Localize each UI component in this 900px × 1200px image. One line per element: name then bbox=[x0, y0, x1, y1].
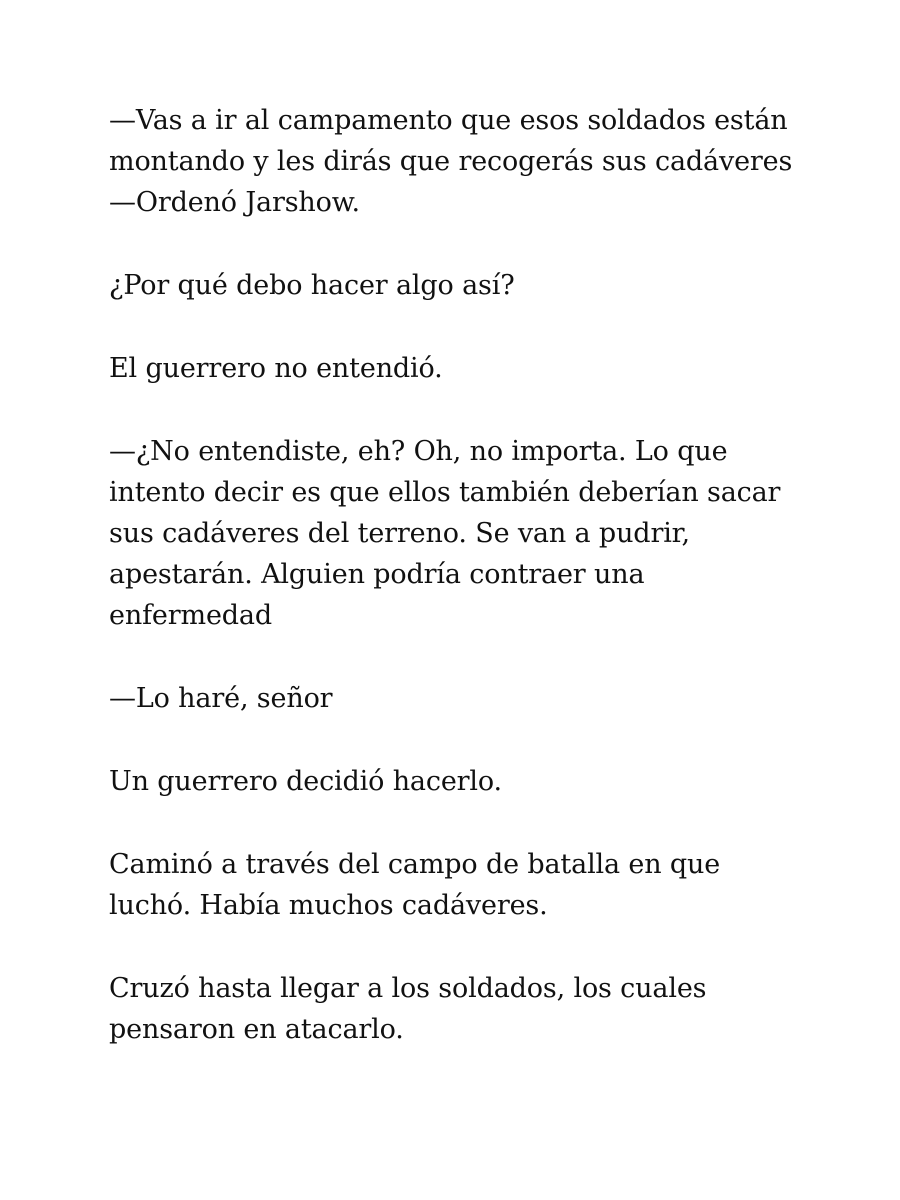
paragraph-8: Cruzó hasta llegar a los soldados, los cuales pensaron en atacarlo. bbox=[109, 973, 707, 1045]
paragraph-7: Caminó a través del campo de batalla en que luchó. Había muchos cadáveres. bbox=[109, 849, 721, 921]
paragraph-5: —Lo haré, señor bbox=[109, 683, 333, 714]
paragraph-4: —¿No entendiste, eh? Oh, no importa. Lo que intento decir es que ellos también deberían sacar sus cadáveres del terreno. Se van a pudrir, apestarán. Alguien podría contraer una enfermedad bbox=[109, 436, 781, 631]
paragraph-2: ¿Por qué debo hacer algo así? bbox=[109, 270, 515, 301]
document-page bbox=[109, 100, 799, 1050]
paragraph-1: —Vas a ir al campamento que esos soldados están montando y les dirás que recogerás sus cadáveres —Ordenó Jarshow. bbox=[109, 105, 793, 218]
paragraph-3: El guerrero no entendió. bbox=[109, 353, 443, 384]
paragraph-6: Un guerrero decidió hacerlo. bbox=[109, 766, 502, 797]
